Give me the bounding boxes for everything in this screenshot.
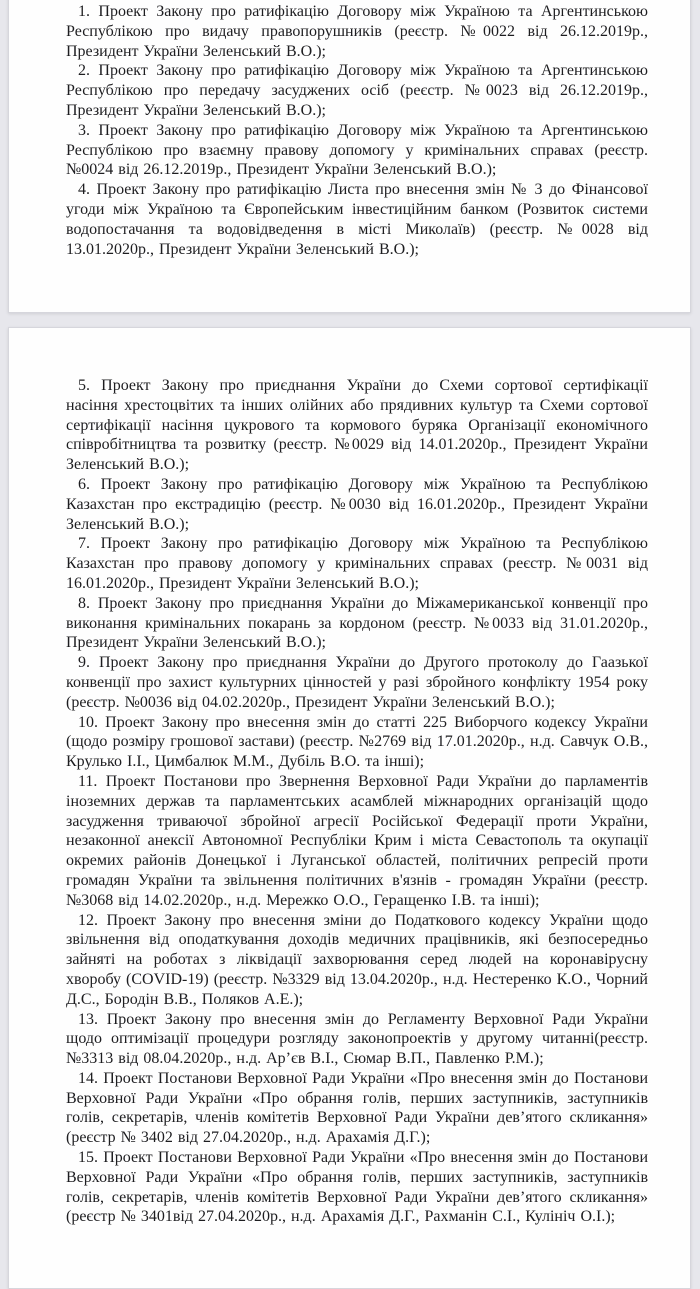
law-item-1: 1. Проект Закону про ратифікацію Договору між Україною та Аргентинською Республікою про видачу правопорушників (реєстр. №0022 від 26.12.2019р., Президент України Зеленський В.О.); bbox=[66, 3, 648, 60]
law-item-15: 15. Проект Постанови Верховної Ради України «Про внесення змін до Постанови Верховної Ради України «Про обрання голів, перших заступників, заступників голів, секретарів, членів комітетів Верховної Ради України дев’ятого скликання» (реєстр № 3401від 27.04.2020р., н.д. Арахамія Д.Г., Рахманін С.І., Кулініч О.І.); bbox=[66, 1149, 648, 1226]
law-item-8: 8. Проект Закону про приєднання України до Міжамериканської конвенції про виконання кримінальних покарань за кордоном (реєстр. №0033 від 31.01.2020р., Президент України Зеленський В.О.); bbox=[66, 594, 648, 652]
law-item-9: 9. Проект Закону про приєднання України до Другого протоколу до Гаазької конвенції про захист культурних цінностей у разі збройного конфлікту 1954 року (реєстр. №0036 від 04.02.2020р., Президент України Зеленський В.О.); bbox=[66, 654, 648, 711]
document-page-1 bbox=[8, 0, 691, 313]
law-item-2: 2. Проект Закону про ратифікацію Договору між Україною та Аргентинською Республікою про передачу засуджених осіб (реєстр. №0023 від 26.12.2019р., Президент України Зеленський В.О.); bbox=[66, 62, 648, 119]
law-item-3: 3. Проект Закону про ратифікацію Договору між Україною та Аргентинською Республікою про взаємну правову допомогу у кримінальних справах (реєстр. №0024 від 26.12.2019р., Президент України Зеленський В.О.); bbox=[66, 121, 648, 179]
law-item-6: 6. Проект Закону про ратифікацію Договору між Україною та Республікою Казахстан про екстрадицію (реєстр. №0030 від 16.01.2020р., Президент України Зеленський В.О.); bbox=[66, 475, 648, 533]
law-item-12: 12. Проект Закону про внесення зміни до Податкового кодексу України щодо звільнення від оподаткування доходів медичних працівників, які безпосередньо зайняті на роботах з ліквідації захворювання серед людей на коронавірусну хворобу (COVID-19) (реєстр. №3329 від 13.04.2020р., н.д. Нестеренко К.О., Чорний Д.С., Бородін В.В., Поляков А.Е.); bbox=[66, 911, 648, 1008]
law-item-14: 14. Проект Постанови Верховної Ради України «Про внесення змін до Постанови Верховної Ради України «Про обрання голів, перших заступників, заступників голів, секретарів, членів комітетів Верховної Ради України дев’ятого скликання» (реєстр № 3402 від 27.04.2020р., н.д. Арахамія Д.Г.); bbox=[66, 1069, 648, 1147]
law-item-10: 10. Проект Закону про внесення змін до статті 225 Виборчого кодексу України (щодо розміру грошової застави) (реєстр. №2769 від 17.01.2020р., н.д. Савчук О.В., Крулько І.І., Цимбалюк М.М., Дубіль В.О. та інші); bbox=[66, 713, 648, 771]
law-item-5: 5. Проект Закону про приєднання України до Схеми сортової сертифікації насіння хрестоцвітих та інших олійних або прядивних культур та Схеми сортової сертифікації насіння цукрового та кормового буряка Організації економічного співробітництва та розвитку (реєстр. №0029 від 14.01.2020р., Президент України Зеленський В.О.); bbox=[66, 377, 648, 474]
law-item-13: 13. Проект Закону про внесення змін до Регламенту Верховної Ради України щодо оптимізації процедури розгляду законопроектів у другому читанні(реєстр. №3313 від 08.04.2020р., н.д. Ар’єв В.І., Сюмар В.П., Павленко Р.М.); bbox=[66, 1010, 648, 1068]
law-item-11: 11. Проект Постанови про Звернення Верховної Ради України до парламентів іноземних держав та парламентських асамблей міжнародних організацій щодо засудження триваючої збройної агресії Російської Федерації проти України, незаконної анексії Автономної Республіки Крим і міста Севастополь та окупації окремих районів Донецької і Луганської областей, політичних репресій проти громадян України та звільнення політичних в'язнів - громадян України (реєстр.№3068 від 14.02.2020р., н.д. Мережко О.О., Геращенко І.В. та інші); bbox=[66, 772, 648, 909]
law-item-4: 4. Проект Закону про ратифікацію Листа про внесення змін № 3 до Фінансової угоди між Україною та Європейським інвестиційним банком (Розвиток системи водопостачання та водовідведення в місті Миколаїв) (реєстр. №0028 від 13.01.2020р., Президент України Зеленський В.О.); bbox=[66, 181, 648, 258]
law-item-7: 7. Проект Закону про ратифікацію Договору між Україною та Республікою Казахстан про правову допомогу у кримінальних справах (реєстр. №0031 від 16.01.2020р., Президент України Зеленський В.О.); bbox=[66, 535, 648, 592]
document-page-2 bbox=[8, 327, 691, 1289]
